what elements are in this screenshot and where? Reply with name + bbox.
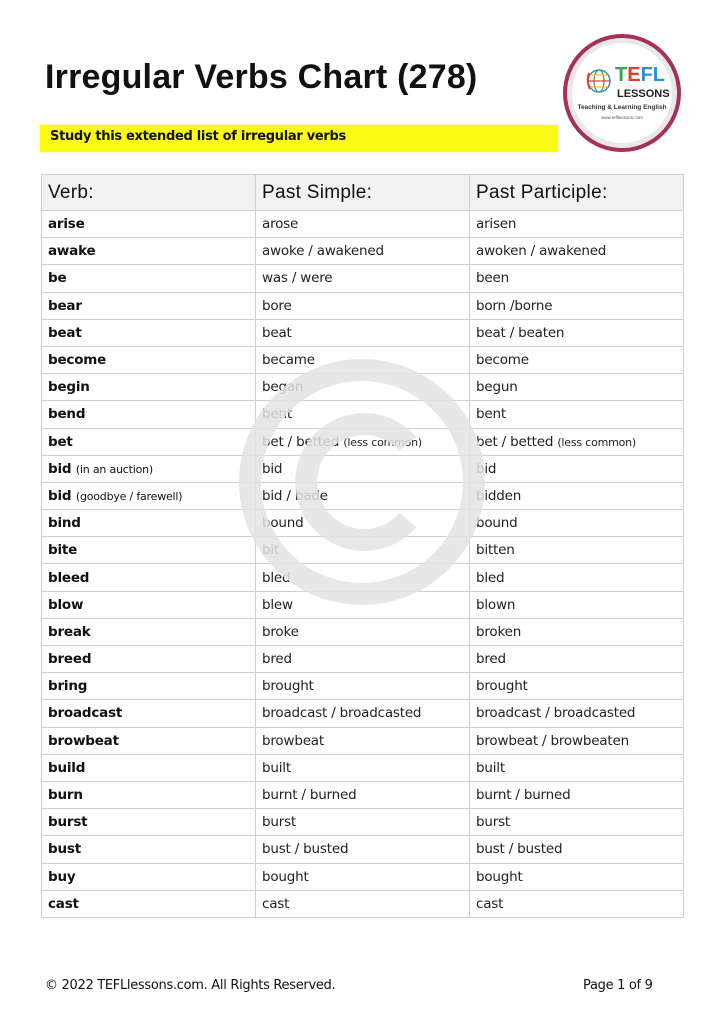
past-participle-cell xyxy=(470,836,684,863)
past-simple-cell xyxy=(256,265,470,292)
verb-cell xyxy=(42,482,256,509)
past-simple-cell xyxy=(256,836,470,863)
verb-cell-text: be xyxy=(48,270,67,287)
past-participle-cell-text: born /borne xyxy=(476,297,553,314)
verb-cell xyxy=(42,863,256,890)
past-participle-cell xyxy=(470,510,684,537)
table-header-row xyxy=(42,175,684,211)
past-simple-cell-text: bid / bade xyxy=(262,487,328,504)
verb-cell xyxy=(42,374,256,401)
verb-cell-text: browbeat xyxy=(48,732,119,749)
past-simple-cell-note: (less common) xyxy=(343,435,423,449)
verb-cell xyxy=(42,809,256,836)
verb-cell xyxy=(42,754,256,781)
past-simple-cell xyxy=(256,700,470,727)
verb-cell xyxy=(42,292,256,319)
past-simple-cell xyxy=(256,374,470,401)
past-simple-cell xyxy=(256,754,470,781)
verb-cell-text: bring xyxy=(48,678,88,695)
past-participle-cell xyxy=(470,482,684,509)
verb-cell xyxy=(42,673,256,700)
past-simple-cell xyxy=(256,890,470,917)
verb-cell xyxy=(42,537,256,564)
past-simple-cell-text: blew xyxy=(262,596,293,613)
past-participle-cell xyxy=(470,537,684,564)
verb-cell-text: begin xyxy=(48,379,90,396)
past-participle-cell xyxy=(470,292,684,319)
past-simple-cell-text: brought xyxy=(262,678,314,695)
verb-cell-text: awake xyxy=(48,243,96,260)
past-simple-cell-text: cast xyxy=(262,895,290,912)
past-participle-cell-text: bidden xyxy=(476,487,522,504)
past-participle-cell-text: bust / busted xyxy=(476,841,563,858)
table-row xyxy=(42,319,684,346)
past-simple-cell-text: burnt / burned xyxy=(262,787,357,804)
globe-icon xyxy=(586,68,612,94)
past-participle-cell-text: browbeat / browbeaten xyxy=(476,732,629,749)
past-simple-cell xyxy=(256,673,470,700)
past-participle-cell-text: bred xyxy=(476,651,506,668)
verb-cell xyxy=(42,265,256,292)
verb-cell-text: beat xyxy=(48,324,82,341)
past-participle-cell-text: bet / betted xyxy=(476,433,554,450)
table-row xyxy=(42,673,684,700)
table-row xyxy=(42,809,684,836)
page-title: Irregular Verbs Chart (278) xyxy=(45,58,478,96)
past-participle-cell xyxy=(470,673,684,700)
past-participle-cell xyxy=(470,265,684,292)
verb-cell-text: arise xyxy=(48,216,85,233)
verb-cell-text: bid xyxy=(48,487,72,504)
past-participle-cell-note: (less common) xyxy=(557,435,637,449)
past-simple-cell-text: bent xyxy=(262,406,292,423)
verb-cell xyxy=(42,591,256,618)
past-participle-cell xyxy=(470,700,684,727)
verb-cell xyxy=(42,836,256,863)
verb-cell xyxy=(42,428,256,455)
past-participle-cell-text: bled xyxy=(476,569,505,586)
past-participle-cell-text: become xyxy=(476,352,529,369)
past-participle-cell-text: bought xyxy=(476,868,523,885)
verb-cell-text: bust xyxy=(48,841,81,858)
table-row xyxy=(42,564,684,591)
table-row xyxy=(42,346,684,373)
table-row xyxy=(42,510,684,537)
table-row xyxy=(42,890,684,917)
past-participle-cell xyxy=(470,754,684,781)
verb-cell-text: bite xyxy=(48,542,78,559)
past-participle-cell xyxy=(470,346,684,373)
past-simple-cell-text: browbeat xyxy=(262,732,324,749)
subtitle-highlight-bar xyxy=(40,125,558,152)
verb-cell-text: blow xyxy=(48,596,84,613)
column-header-past-participle: Past Participle: xyxy=(470,175,684,211)
past-participle-cell-text: cast xyxy=(476,895,504,912)
table-row xyxy=(42,238,684,265)
past-participle-cell-text: bitten xyxy=(476,542,515,559)
past-simple-cell xyxy=(256,346,470,373)
logo-tagline: Teaching & Learning English xyxy=(577,104,667,111)
verb-cell xyxy=(42,211,256,238)
table-body xyxy=(42,211,684,918)
table-row xyxy=(42,455,684,482)
column-header-past-simple: Past Simple: xyxy=(256,175,470,211)
verb-cell-text: buy xyxy=(48,868,76,885)
table-row xyxy=(42,211,684,238)
past-simple-cell xyxy=(256,564,470,591)
past-simple-cell-text: bred xyxy=(262,651,292,668)
past-participle-cell-text: begun xyxy=(476,379,518,396)
past-simple-cell xyxy=(256,238,470,265)
subtitle-text: Study this extended list of irregular verbs xyxy=(50,129,346,144)
verb-cell xyxy=(42,781,256,808)
past-simple-cell xyxy=(256,646,470,673)
past-simple-cell xyxy=(256,809,470,836)
past-participle-cell xyxy=(470,211,684,238)
past-participle-cell xyxy=(470,428,684,455)
verb-cell-text: burst xyxy=(48,814,88,831)
past-participle-cell-text: blown xyxy=(476,596,516,613)
past-simple-cell xyxy=(256,211,470,238)
table-row xyxy=(42,618,684,645)
past-participle-cell xyxy=(470,618,684,645)
past-participle-cell xyxy=(470,591,684,618)
past-participle-cell xyxy=(470,890,684,917)
logo-url: www.tefllessons.com xyxy=(601,115,643,120)
past-simple-cell-text: was / were xyxy=(262,270,333,287)
past-simple-cell xyxy=(256,401,470,428)
verb-cell xyxy=(42,346,256,373)
past-simple-cell-text: broke xyxy=(262,623,299,640)
past-simple-cell-text: beat xyxy=(262,324,292,341)
verb-cell-text: bet xyxy=(48,433,73,450)
verb-cell-text: burn xyxy=(48,787,83,804)
table-row xyxy=(42,836,684,863)
verb-cell-text: bind xyxy=(48,515,81,532)
past-participle-cell xyxy=(470,455,684,482)
past-participle-cell-text: bid xyxy=(476,460,497,477)
past-participle-cell-text: broadcast / broadcasted xyxy=(476,705,636,722)
verb-cell-text: broadcast xyxy=(48,705,123,722)
past-participle-cell-text: burst xyxy=(476,814,511,831)
past-simple-cell-text: began xyxy=(262,379,304,396)
past-participle-cell-text: been xyxy=(476,270,509,287)
table-row xyxy=(42,754,684,781)
table-row xyxy=(42,781,684,808)
table-row xyxy=(42,646,684,673)
table-row xyxy=(42,401,684,428)
logo-brand-lessons: LESSONS xyxy=(617,88,670,100)
footer-copyright: © 2022 TEFLlessons.com. All Rights Reserved. xyxy=(45,978,336,993)
verb-cell xyxy=(42,319,256,346)
past-participle-cell-text: awoken / awakened xyxy=(476,243,607,260)
verb-cell xyxy=(42,890,256,917)
past-participle-cell xyxy=(470,646,684,673)
past-simple-cell-text: awoke / awakened xyxy=(262,243,384,260)
past-simple-cell-text: burst xyxy=(262,814,297,831)
past-participle-cell xyxy=(470,374,684,401)
verb-cell xyxy=(42,510,256,537)
past-simple-cell-text: bet / betted xyxy=(262,433,340,450)
table-row xyxy=(42,700,684,727)
verb-cell xyxy=(42,455,256,482)
verb-cell xyxy=(42,564,256,591)
past-simple-cell-text: built xyxy=(262,759,291,776)
verb-cell xyxy=(42,700,256,727)
table-row xyxy=(42,265,684,292)
verb-cell-text: bend xyxy=(48,406,86,423)
verb-cell-note: (goodbye / farewell) xyxy=(75,489,183,503)
verb-cell-text: become xyxy=(48,352,107,369)
past-simple-cell-text: bound xyxy=(262,515,304,532)
past-simple-cell xyxy=(256,727,470,754)
past-simple-cell xyxy=(256,292,470,319)
past-simple-cell-text: became xyxy=(262,352,315,369)
past-participle-cell-text: broken xyxy=(476,623,522,640)
logo-brand-tefl: TEFL xyxy=(615,64,665,86)
past-simple-cell-text: arose xyxy=(262,216,299,233)
table-row xyxy=(42,591,684,618)
past-participle-cell-text: burnt / burned xyxy=(476,787,571,804)
table-row xyxy=(42,863,684,890)
verb-cell-text: breed xyxy=(48,651,92,668)
verb-cell-text: bid xyxy=(48,460,72,477)
past-participle-cell xyxy=(470,863,684,890)
past-simple-cell xyxy=(256,319,470,346)
irregular-verbs-table xyxy=(41,174,684,918)
verb-cell xyxy=(42,401,256,428)
table-row xyxy=(42,292,684,319)
past-simple-cell xyxy=(256,482,470,509)
past-participle-cell xyxy=(470,809,684,836)
verb-cell-text: bear xyxy=(48,297,82,314)
table-row xyxy=(42,482,684,509)
past-simple-cell xyxy=(256,863,470,890)
footer-page-number: Page 1 of 9 xyxy=(583,978,653,993)
past-participle-cell xyxy=(470,238,684,265)
verb-cell xyxy=(42,646,256,673)
verb-cell xyxy=(42,618,256,645)
verb-cell-text: break xyxy=(48,623,91,640)
past-participle-cell-text: bent xyxy=(476,406,506,423)
verb-cell-text: bleed xyxy=(48,569,90,586)
past-participle-cell xyxy=(470,319,684,346)
past-participle-cell-text: beat / beaten xyxy=(476,324,565,341)
past-participle-cell xyxy=(470,401,684,428)
past-simple-cell xyxy=(256,455,470,482)
past-participle-cell-text: bound xyxy=(476,515,518,532)
past-simple-cell-text: bit xyxy=(262,542,280,559)
past-simple-cell xyxy=(256,618,470,645)
past-participle-cell-text: brought xyxy=(476,678,528,695)
verb-cell xyxy=(42,727,256,754)
past-simple-cell-text: broadcast / broadcasted xyxy=(262,705,422,722)
column-header-verb: Verb: xyxy=(42,175,256,211)
verb-cell-text: build xyxy=(48,759,86,776)
past-simple-cell-text: bought xyxy=(262,868,309,885)
table-row xyxy=(42,428,684,455)
past-simple-cell xyxy=(256,537,470,564)
verb-cell-note: (in an auction) xyxy=(75,462,154,476)
past-simple-cell-text: bore xyxy=(262,297,292,314)
table-row xyxy=(42,727,684,754)
past-participle-cell xyxy=(470,781,684,808)
past-simple-cell xyxy=(256,591,470,618)
past-simple-cell-text: bled xyxy=(262,569,291,586)
past-simple-cell xyxy=(256,781,470,808)
past-participle-cell xyxy=(470,727,684,754)
table-row xyxy=(42,374,684,401)
past-simple-cell xyxy=(256,510,470,537)
past-participle-cell-text: built xyxy=(476,759,505,776)
past-simple-cell xyxy=(256,428,470,455)
tefl-lessons-logo xyxy=(563,34,681,152)
table-row xyxy=(42,537,684,564)
verb-cell-text: cast xyxy=(48,895,79,912)
past-participle-cell xyxy=(470,564,684,591)
past-participle-cell-text: arisen xyxy=(476,216,517,233)
past-simple-cell-text: bust / busted xyxy=(262,841,349,858)
verb-cell xyxy=(42,238,256,265)
past-simple-cell-text: bid xyxy=(262,460,283,477)
